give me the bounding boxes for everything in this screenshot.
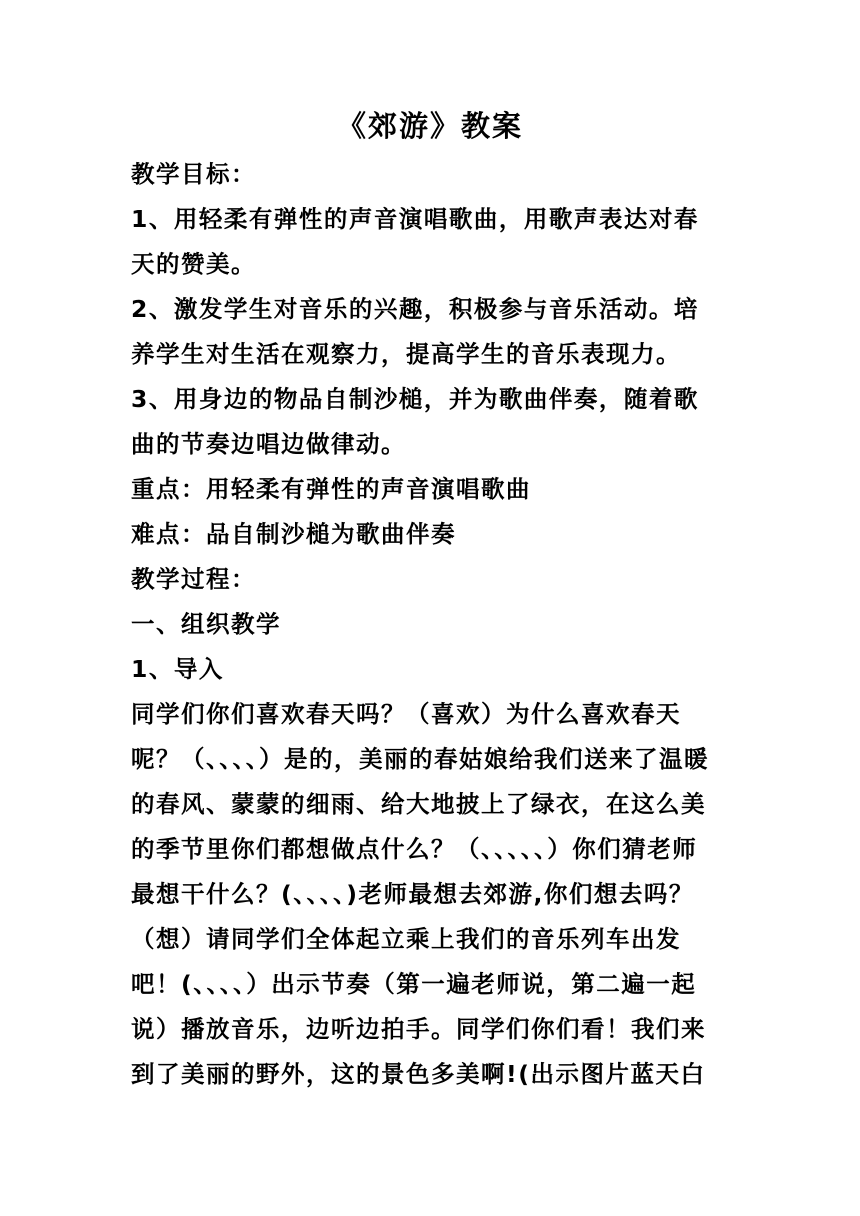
text-line: 天的赞美。 xyxy=(131,250,256,278)
document-body xyxy=(131,152,731,1097)
text-line: 说）播放音乐，边听边拍手。同学们你们看！我们来 xyxy=(131,1015,706,1043)
text-line: 吧！(、、、、）出示节奏（第一遍老师说，第二遍一起 xyxy=(131,970,697,998)
text-line: 教学过程： xyxy=(131,565,256,593)
text-line: 教学目标： xyxy=(131,160,256,188)
text-line: 一、组织教学 xyxy=(131,610,281,638)
text-line: 1、导入 xyxy=(131,655,224,683)
text-line: 2、激发学生对音乐的兴趣，积极参与音乐活动。培 xyxy=(131,295,699,323)
text-line: 养学生对生活在观察力，提高学生的音乐表现力。 xyxy=(131,340,681,368)
text-line: 同学们你们喜欢春天吗？（喜欢）为什么喜欢春天 xyxy=(131,700,681,728)
text-line: 呢？（、、、、）是的，美丽的春姑娘给我们送来了温暖 xyxy=(131,745,709,773)
text-line: 曲的节奏边唱边做律动。 xyxy=(131,430,406,458)
text-line: 最想干什么？(、、、、)老师最想去郊游,你们想去吗？ xyxy=(131,880,694,908)
text-line: 重点：用轻柔有弹性的声音演唱歌曲 xyxy=(131,475,531,503)
text-line: （想）请同学们全体起立乘上我们的音乐列车出发 xyxy=(131,925,681,953)
text-line: 的季节里你们都想做点什么？（、、、、、）你们猜老师 xyxy=(131,835,698,863)
text-line: 到了美丽的野外，这的景色多美啊!(出示图片蓝天白 xyxy=(131,1060,706,1088)
document-title: 《郊游》教案 xyxy=(336,109,523,143)
text-line: 1、用轻柔有弹性的声音演唱歌曲，用歌声表达对春 xyxy=(131,205,699,233)
text-line: 难点：品自制沙槌为歌曲伴奏 xyxy=(131,520,456,548)
text-line: 3、用身边的物品自制沙槌，并为歌曲伴奏，随着歌 xyxy=(131,385,699,413)
text-line: 的春风、蒙蒙的细雨、给大地披上了绿衣，在这么美 xyxy=(131,790,706,818)
